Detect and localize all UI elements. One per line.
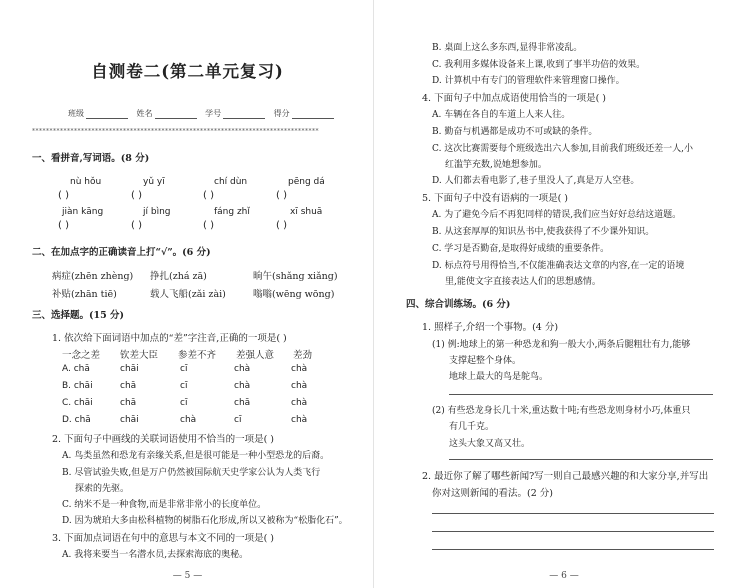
- example-2-line-2: 有几千克。: [449, 422, 495, 432]
- answer-line-2[interactable]: [449, 459, 713, 460]
- q3-option-a[interactable]: A. 我将来要当一名潜水员,去探索海底的奥秘。: [62, 550, 249, 560]
- answer-box-8[interactable]: ( ): [276, 220, 287, 231]
- score-blank[interactable]: [292, 110, 334, 119]
- reading-item-2: 挣扎(zhá zā): [150, 271, 207, 282]
- answer-line-4[interactable]: [432, 531, 714, 532]
- name-label: 姓名: [136, 109, 153, 118]
- q1-word-1: 一念之差: [62, 350, 101, 361]
- q1-stem: 1. 依次给下面词语中加点的“差”字注音,正确的一项是( ): [52, 333, 287, 344]
- q2-option-d[interactable]: D. 因为琥珀大多由松科植物的树脂石化形成,所以又被称为“松脂化石”。: [62, 516, 348, 526]
- q5-option-d-cont: 里,能使文字直接表达人们的思想感情。: [445, 277, 601, 287]
- answer-line-1[interactable]: [449, 394, 713, 395]
- example-1-line-2: 支撑起整个身体。: [449, 356, 522, 366]
- q1-opt-b-4: chà: [234, 381, 251, 391]
- q3-option-c[interactable]: C. 我利用多媒体设备来上课,收到了事半功倍的效果。: [432, 60, 646, 70]
- answer-line-3[interactable]: [432, 513, 714, 514]
- right-page: [378, 0, 750, 588]
- pinyin-1: nù hǒu: [70, 177, 102, 187]
- q1-opt-c-2: chā: [120, 398, 137, 408]
- s4-q2-stem-cont: 你对这则新闻的看法。(2 分): [432, 488, 553, 499]
- q1-word-3: 参差不齐: [178, 350, 217, 361]
- q2-option-b-cont: 探索的先驱。: [75, 484, 130, 494]
- q1-opt-a-1[interactable]: A. chā: [62, 364, 90, 374]
- q5-option-a[interactable]: A. 为了避免今后不再犯同样的错误,我们应当好好总结这道题。: [432, 210, 682, 220]
- s4-q2-stem: 2. 最近你了解了哪些新闻?写一则自己最感兴趣的和大家分享,并写出: [422, 471, 709, 482]
- q2-option-b[interactable]: B. 尽管试验失败,但是万户仍然被国际航天史学家公认为人类飞行: [62, 468, 321, 478]
- q1-opt-d-2: chāi: [120, 415, 139, 425]
- class-blank[interactable]: [86, 110, 128, 119]
- q1-word-5: 差劲: [293, 350, 313, 361]
- pinyin-4: pēng dá: [288, 177, 325, 187]
- q4-option-d[interactable]: D. 人们都去看电影了,巷子里没人了,真是万人空巷。: [432, 176, 640, 186]
- answer-box-7[interactable]: ( ): [203, 220, 214, 231]
- q1-word-2: 钦差大臣: [120, 350, 159, 361]
- reading-item-3: 晌午(shǎng xiǎng): [253, 271, 338, 282]
- q1-opt-d-1[interactable]: D. chā: [62, 415, 91, 425]
- q2-option-a[interactable]: A. 鸟类虽然和恐龙有亲缘关系,但是很可能是一种小型恐龙的后裔。: [62, 451, 330, 461]
- q1-opt-b-5: chà: [291, 381, 308, 391]
- pinyin-3: chí dùn: [214, 177, 248, 187]
- q4-option-b[interactable]: B. 勤奋与机遇都是成功不可或缺的条件。: [432, 127, 598, 137]
- name-blank[interactable]: [155, 110, 197, 119]
- q4-option-a[interactable]: A. 车辆在各自的车道上人来人往。: [432, 110, 571, 120]
- page-number-right: — 6 —: [549, 571, 579, 581]
- reading-item-1: 病症(zhēn zhèng): [52, 271, 134, 282]
- pinyin-8: xī shuā: [290, 207, 323, 217]
- student-info-row: [68, 108, 340, 119]
- q1-opt-b-3: cī: [180, 381, 188, 391]
- class-label: 班级: [68, 109, 84, 118]
- id-blank[interactable]: [223, 110, 265, 119]
- q4-option-c[interactable]: C. 这次比赛需要每个班级选出六人参加,目前我们班级还差一人,小: [432, 144, 694, 154]
- q1-opt-b-1[interactable]: B. chāi: [62, 381, 93, 391]
- pinyin-2: yǔ yī: [143, 177, 165, 187]
- q1-opt-d-4: cī: [234, 415, 242, 425]
- answer-box-6[interactable]: ( ): [131, 220, 142, 231]
- answer-line-5[interactable]: [432, 549, 714, 550]
- reading-item-6: 嗡嗡(wēng wōng): [253, 289, 335, 300]
- q1-opt-a-5: chà: [291, 364, 308, 374]
- q1-opt-c-3: cī: [180, 398, 188, 408]
- q3-option-b[interactable]: B. 桌面上这么多东西,显得非常凌乱。: [432, 43, 583, 53]
- q1-opt-c-1[interactable]: C. chāi: [62, 398, 93, 408]
- answer-box-1[interactable]: ( ): [58, 190, 69, 201]
- answer-box-3[interactable]: ( ): [203, 190, 214, 201]
- q1-opt-c-5: chà: [291, 398, 308, 408]
- s4-q1-stem: 1. 照样子,介绍一个事物。(4 分): [422, 322, 559, 333]
- q1-opt-d-3: chà: [180, 415, 197, 425]
- section3-heading: 三、选择题。(15 分): [32, 310, 125, 321]
- reading-item-5: 载人飞船(zǎi zài): [150, 289, 226, 300]
- q1-opt-d-5: chà: [291, 415, 308, 425]
- pinyin-6: jí bìng: [143, 207, 171, 217]
- q3-stem: 3. 下面加点词语在句中的意思与本文不同的一项是( ): [52, 533, 275, 544]
- answer-box-4[interactable]: ( ): [276, 190, 287, 201]
- q1-opt-b-2: chā: [120, 381, 137, 391]
- pinyin-7: fáng zhǐ: [214, 207, 250, 217]
- score-label: 得分: [273, 109, 290, 118]
- q5-option-c[interactable]: C. 学习是否勤奋,是取得好成绩的重要条件。: [432, 244, 610, 254]
- answer-box-2[interactable]: ( ): [131, 190, 142, 201]
- q4-stem: 4. 下面句子中加点成语使用恰当的一项是( ): [422, 93, 607, 104]
- section4-heading: 四、综合训练场。(6 分): [406, 299, 511, 310]
- example-2-line-1: (2) 有些恐龙身长几十米,重达数十吨;有些恐龙则身材小巧,体重只: [432, 406, 691, 416]
- q5-option-d[interactable]: D. 标点符号用得恰当,不仅能准确表达文章的内容,在一定的语境: [432, 261, 685, 271]
- pinyin-5: jiàn kāng: [62, 207, 104, 217]
- q2-stem: 2. 下面句子中画线的关联词语使用不恰当的一项是( ): [52, 434, 275, 445]
- q1-opt-a-2: chāi: [120, 364, 139, 374]
- q5-stem: 5. 下面句子中没有语病的一项是( ): [422, 193, 569, 204]
- q1-word-4: 差强人意: [236, 350, 275, 361]
- q1-opt-c-4: chā: [234, 398, 251, 408]
- q4-option-c-cont: 红滥竽充数,说她想参加。: [445, 160, 547, 170]
- section1-heading: 一、看拼音,写词语。(8 分): [32, 153, 150, 164]
- example-2-prompt: 这头大象又高又壮。: [449, 439, 531, 449]
- example-1-line-1: (1) 例:地球上的第一种恐龙和狗一般大小,两条后腿粗壮有力,能够: [432, 340, 691, 350]
- q3-option-d[interactable]: D. 计算机中有专门的管理软件来管理窗口操作。: [432, 76, 625, 86]
- divider-stars: **********************************************************************************: [32, 128, 319, 135]
- q2-option-c[interactable]: C. 纳米不是一种食物,而是非常非常小的长度单位。: [62, 500, 267, 510]
- page-number-left: — 5 —: [172, 571, 203, 581]
- reading-item-4: 补贴(zhān tiē): [52, 289, 117, 300]
- section2-heading: 二、在加点字的正确读音上打“√”。(6 分): [32, 247, 211, 258]
- answer-box-5[interactable]: ( ): [58, 220, 69, 231]
- q5-option-b[interactable]: B. 从这套厚厚的知识丛书中,使我获得了不少课外知识。: [432, 227, 655, 237]
- q1-opt-a-4: chà: [234, 364, 251, 374]
- example-1-prompt: 地球上最大的鸟是鸵鸟。: [449, 372, 549, 382]
- id-label: 学号: [205, 109, 222, 118]
- page-title: 自测卷二(第二单元复习): [91, 62, 284, 81]
- q1-opt-a-3: cī: [180, 364, 188, 374]
